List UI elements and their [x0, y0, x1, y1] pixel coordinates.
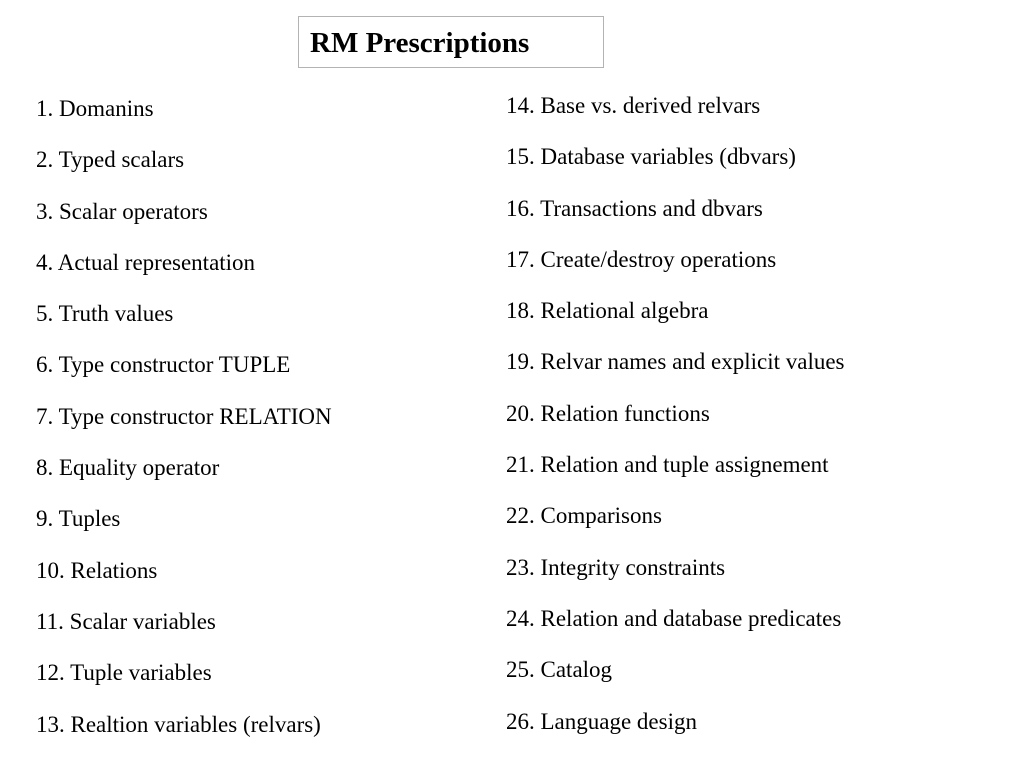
list-item: 7. Type constructor RELATION [36, 403, 332, 429]
list-item: 14. Base vs. derived relvars [506, 93, 761, 118]
list-item: 12. Tuple variables [36, 660, 212, 686]
list-item: 22. Comparisons [506, 503, 662, 529]
list-item: 5. Truth values [36, 301, 174, 327]
prescription-list-right [506, 91, 845, 758]
list-item: 11. Scalar variables [36, 608, 216, 634]
list-item: 23. Integrity constraints [506, 554, 726, 580]
list-item: 18. Relational algebra [506, 298, 709, 324]
list-item: 2. Typed scalars [36, 147, 185, 173]
title-box [298, 16, 604, 68]
list-item: 1. Domanins [36, 96, 154, 121]
list-item: 19. Relvar names and explicit values [506, 349, 845, 375]
list-item: 8. Equality operator [36, 455, 220, 481]
list-item: 3. Scalar operators [36, 198, 208, 224]
list-item: 24. Relation and database predicates [506, 605, 842, 631]
list-item: 9. Tuples [36, 506, 121, 532]
list-item: 15. Database variables (dbvars) [506, 144, 796, 170]
list-item: 21. Relation and tuple assignement [506, 452, 829, 478]
prescription-list-left [36, 94, 332, 761]
list-item: 13. Realtion variables (relvars) [36, 711, 321, 737]
list-item: 25. Catalog [506, 657, 613, 683]
list-item: 26. Language design [506, 708, 697, 734]
slide-title: RM Prescriptions [310, 27, 530, 59]
list-item: 6. Type constructor TUPLE [36, 352, 291, 378]
list-item: 17. Create/destroy operations [506, 246, 777, 272]
list-item: 4. Actual representation [36, 249, 256, 275]
list-item: 10. Relations [36, 557, 158, 583]
list-item: 20. Relation functions [506, 400, 710, 426]
list-item: 16. Transactions and dbvars [506, 195, 763, 221]
